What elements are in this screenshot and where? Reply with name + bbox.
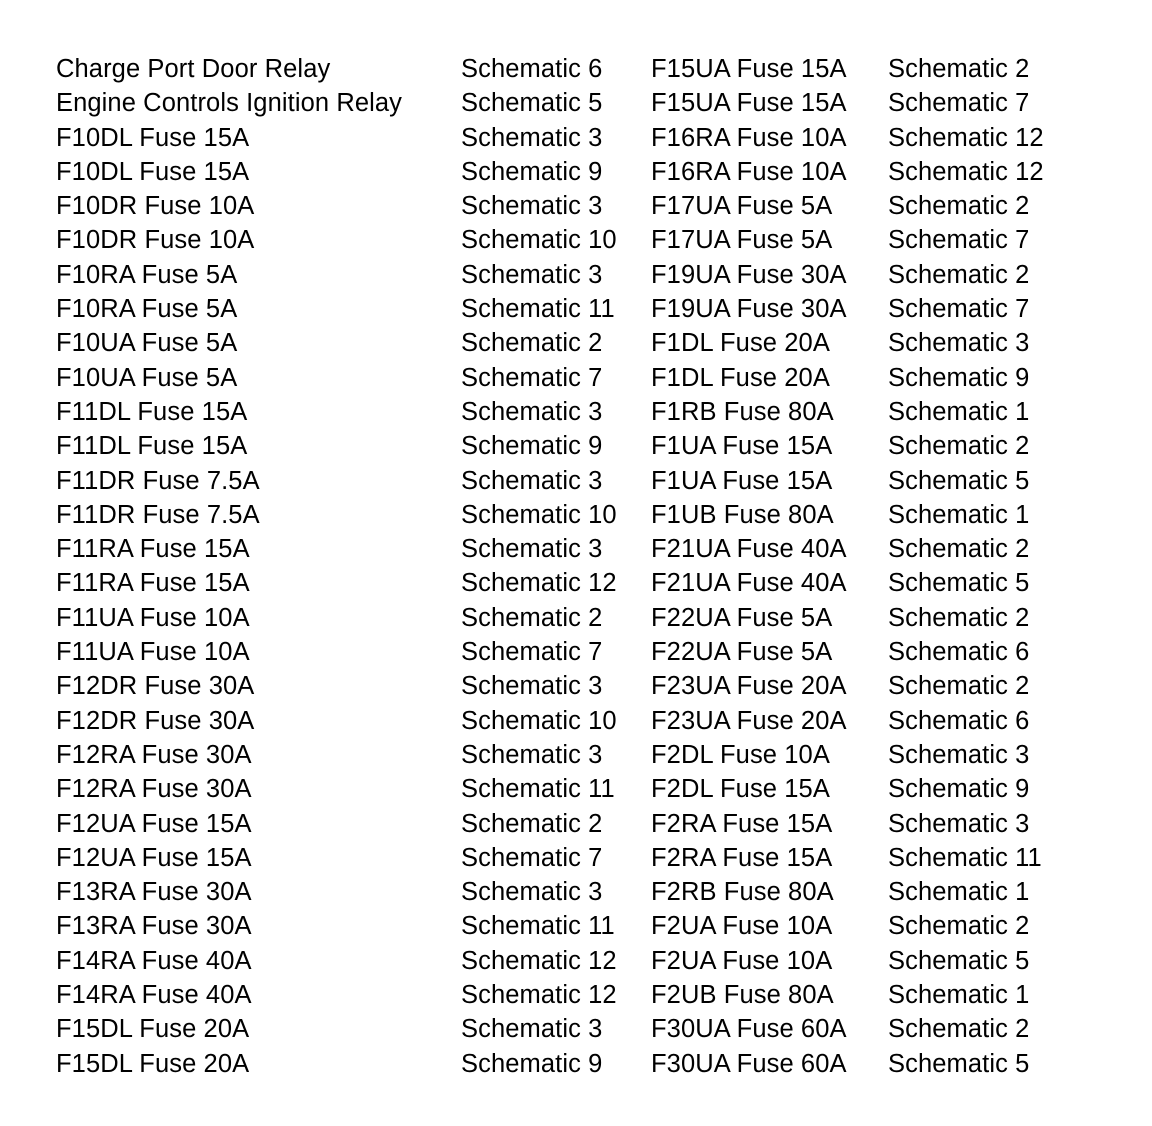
index-row xyxy=(0,875,1152,909)
index-row xyxy=(0,704,1152,738)
component-name: F12UA Fuse 15A xyxy=(56,810,252,838)
component-name: F1DL Fuse 20A xyxy=(651,364,830,392)
component-name: F15UA Fuse 15A xyxy=(651,55,847,83)
schematic-reference: Schematic 3 xyxy=(888,741,1030,769)
schematic-reference: Schematic 3 xyxy=(888,810,1030,838)
schematic-reference: Schematic 11 xyxy=(461,295,615,323)
schematic-reference: Schematic 2 xyxy=(461,810,603,838)
schematic-reference: Schematic 2 xyxy=(888,672,1030,700)
schematic-reference: Schematic 3 xyxy=(461,878,603,906)
schematic-reference: Schematic 7 xyxy=(888,295,1030,323)
schematic-reference: Schematic 1 xyxy=(888,878,1030,906)
component-name: F2DL Fuse 10A xyxy=(651,741,830,769)
schematic-reference: Schematic 2 xyxy=(888,604,1030,632)
component-name: F12RA Fuse 30A xyxy=(56,775,252,803)
index-row xyxy=(0,326,1152,360)
component-name: F10UA Fuse 5A xyxy=(56,364,238,392)
schematic-reference: Schematic 9 xyxy=(888,364,1030,392)
component-name: F30UA Fuse 60A xyxy=(651,1050,847,1078)
schematic-reference: Schematic 12 xyxy=(461,569,617,597)
index-row xyxy=(0,669,1152,703)
index-row xyxy=(0,361,1152,395)
index-row xyxy=(0,1012,1152,1046)
component-name: F17UA Fuse 5A xyxy=(651,226,833,254)
schematic-reference: Schematic 1 xyxy=(888,398,1030,426)
component-name: F1UB Fuse 80A xyxy=(651,501,834,529)
index-row xyxy=(0,189,1152,223)
index-row xyxy=(0,52,1152,86)
component-name: F15UA Fuse 15A xyxy=(651,89,847,117)
schematic-reference: Schematic 3 xyxy=(461,398,603,426)
component-name: F1DL Fuse 20A xyxy=(651,329,830,357)
component-name: F23UA Fuse 20A xyxy=(651,672,847,700)
schematic-reference: Schematic 3 xyxy=(461,467,603,495)
schematic-reference: Schematic 5 xyxy=(888,947,1030,975)
index-row xyxy=(0,807,1152,841)
schematic-reference: Schematic 7 xyxy=(461,364,603,392)
index-row xyxy=(0,566,1152,600)
component-name: Charge Port Door Relay xyxy=(56,55,331,83)
schematic-reference: Schematic 9 xyxy=(461,158,603,186)
component-name: F15DL Fuse 20A xyxy=(56,1015,250,1043)
index-row xyxy=(0,978,1152,1012)
schematic-reference: Schematic 12 xyxy=(888,124,1044,152)
index-row xyxy=(0,1047,1152,1081)
component-name: F15DL Fuse 20A xyxy=(56,1050,250,1078)
component-name: F17UA Fuse 5A xyxy=(651,192,833,220)
schematic-reference: Schematic 2 xyxy=(461,329,603,357)
schematic-reference: Schematic 9 xyxy=(461,1050,603,1078)
schematic-reference: Schematic 2 xyxy=(888,1015,1030,1043)
index-row xyxy=(0,738,1152,772)
schematic-reference: Schematic 6 xyxy=(888,707,1030,735)
schematic-reference: Schematic 6 xyxy=(461,55,603,83)
schematic-reference: Schematic 3 xyxy=(461,124,603,152)
schematic-reference: Schematic 1 xyxy=(888,981,1030,1009)
schematic-reference: Schematic 1 xyxy=(888,501,1030,529)
schematic-reference: Schematic 2 xyxy=(888,912,1030,940)
index-row xyxy=(0,86,1152,120)
component-name: F10UA Fuse 5A xyxy=(56,329,238,357)
component-name: F10DR Fuse 10A xyxy=(56,226,255,254)
schematic-reference: Schematic 3 xyxy=(461,672,603,700)
schematic-reference: Schematic 11 xyxy=(461,775,615,803)
schematic-reference: Schematic 5 xyxy=(888,569,1030,597)
component-name: F10DR Fuse 10A xyxy=(56,192,255,220)
component-name: F30UA Fuse 60A xyxy=(651,1015,847,1043)
component-name: F13RA Fuse 30A xyxy=(56,878,252,906)
component-name: F16RA Fuse 10A xyxy=(651,124,847,152)
index-row xyxy=(0,841,1152,875)
component-name: F10DL Fuse 15A xyxy=(56,124,250,152)
schematic-reference: Schematic 2 xyxy=(888,535,1030,563)
index-row xyxy=(0,601,1152,635)
index-row xyxy=(0,121,1152,155)
schematic-reference: Schematic 2 xyxy=(888,192,1030,220)
schematic-reference: Schematic 11 xyxy=(461,912,615,940)
schematic-reference: Schematic 9 xyxy=(888,775,1030,803)
component-name: F2UB Fuse 80A xyxy=(651,981,834,1009)
schematic-reference: Schematic 2 xyxy=(888,55,1030,83)
component-name: F11UA Fuse 10A xyxy=(56,604,250,632)
schematic-reference: Schematic 12 xyxy=(461,947,617,975)
component-name: F14RA Fuse 40A xyxy=(56,947,252,975)
schematic-reference: Schematic 3 xyxy=(888,329,1030,357)
component-name: F10DL Fuse 15A xyxy=(56,158,250,186)
schematic-reference: Schematic 10 xyxy=(461,707,617,735)
component-name: F1RB Fuse 80A xyxy=(651,398,834,426)
index-row xyxy=(0,464,1152,498)
component-name: F23UA Fuse 20A xyxy=(651,707,847,735)
schematic-reference: Schematic 7 xyxy=(888,89,1030,117)
component-name: F11DL Fuse 15A xyxy=(56,398,248,426)
component-name: F11DL Fuse 15A xyxy=(56,432,248,460)
component-name: F12DR Fuse 30A xyxy=(56,672,255,700)
schematic-reference: Schematic 5 xyxy=(461,89,603,117)
index-row xyxy=(0,635,1152,669)
component-name: F10RA Fuse 5A xyxy=(56,295,238,323)
index-row xyxy=(0,258,1152,292)
index-row xyxy=(0,532,1152,566)
schematic-reference: Schematic 7 xyxy=(461,638,603,666)
schematic-reference: Schematic 6 xyxy=(888,638,1030,666)
schematic-reference: Schematic 5 xyxy=(888,1050,1030,1078)
component-name: Engine Controls Ignition Relay xyxy=(56,89,403,117)
schematic-reference: Schematic 7 xyxy=(461,844,603,872)
component-name: F12UA Fuse 15A xyxy=(56,844,252,872)
component-name: F10RA Fuse 5A xyxy=(56,261,238,289)
schematic-reference: Schematic 3 xyxy=(461,1015,603,1043)
schematic-reference: Schematic 3 xyxy=(461,261,603,289)
index-row xyxy=(0,223,1152,257)
component-name: F13RA Fuse 30A xyxy=(56,912,252,940)
schematic-reference: Schematic 11 xyxy=(888,844,1042,872)
component-name: F1UA Fuse 15A xyxy=(651,467,833,495)
component-name: F12DR Fuse 30A xyxy=(56,707,255,735)
schematic-reference: Schematic 3 xyxy=(461,192,603,220)
schematic-reference: Schematic 2 xyxy=(888,261,1030,289)
schematic-reference: Schematic 5 xyxy=(888,467,1030,495)
component-name: F11UA Fuse 10A xyxy=(56,638,250,666)
component-name: F2UA Fuse 10A xyxy=(651,947,833,975)
component-name: F11DR Fuse 7.5A xyxy=(56,467,260,495)
component-name: F16RA Fuse 10A xyxy=(651,158,847,186)
component-name: F11RA Fuse 15A xyxy=(56,535,250,563)
component-name: F22UA Fuse 5A xyxy=(651,604,833,632)
component-name: F2DL Fuse 15A xyxy=(651,775,830,803)
index-row xyxy=(0,772,1152,806)
schematic-reference: Schematic 10 xyxy=(461,501,617,529)
index-row xyxy=(0,292,1152,326)
schematic-reference: Schematic 2 xyxy=(888,432,1030,460)
index-row xyxy=(0,395,1152,429)
schematic-reference: Schematic 3 xyxy=(461,535,603,563)
schematic-reference: Schematic 7 xyxy=(888,226,1030,254)
component-name: F22UA Fuse 5A xyxy=(651,638,833,666)
component-name: F1UA Fuse 15A xyxy=(651,432,833,460)
component-name: F2UA Fuse 10A xyxy=(651,912,833,940)
component-name: F2RA Fuse 15A xyxy=(651,844,833,872)
component-name: F12RA Fuse 30A xyxy=(56,741,252,769)
component-name: F19UA Fuse 30A xyxy=(651,261,847,289)
component-name: F19UA Fuse 30A xyxy=(651,295,847,323)
component-name: F11DR Fuse 7.5A xyxy=(56,501,260,529)
schematic-reference: Schematic 12 xyxy=(461,981,617,1009)
index-row xyxy=(0,944,1152,978)
schematic-reference: Schematic 10 xyxy=(461,226,617,254)
index-row xyxy=(0,429,1152,463)
index-row xyxy=(0,155,1152,189)
component-name: F2RA Fuse 15A xyxy=(651,810,833,838)
index-row xyxy=(0,498,1152,532)
schematic-reference: Schematic 9 xyxy=(461,432,603,460)
schematic-reference: Schematic 12 xyxy=(888,158,1044,186)
component-name: F11RA Fuse 15A xyxy=(56,569,250,597)
component-name: F21UA Fuse 40A xyxy=(651,569,847,597)
component-name: F2RB Fuse 80A xyxy=(651,878,834,906)
component-name: F21UA Fuse 40A xyxy=(651,535,847,563)
index-row xyxy=(0,909,1152,943)
component-name: F14RA Fuse 40A xyxy=(56,981,252,1009)
schematic-reference: Schematic 3 xyxy=(461,741,603,769)
schematic-reference: Schematic 2 xyxy=(461,604,603,632)
